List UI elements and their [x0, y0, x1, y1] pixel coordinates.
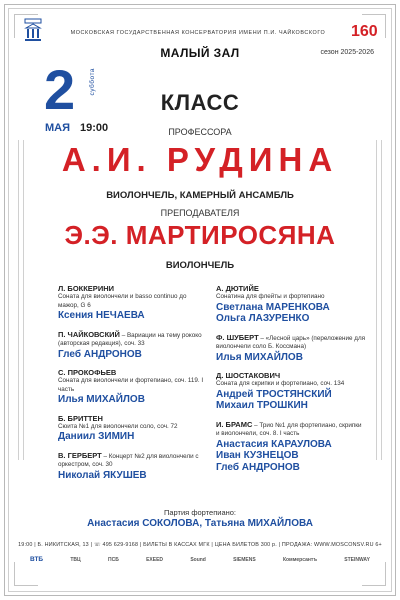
program-item	[216, 284, 366, 325]
sponsor-logo: SIEMENS	[233, 556, 256, 563]
sponsor-logo: Sound	[190, 556, 206, 563]
performer-name: Даниил ЗИМИН	[58, 431, 135, 442]
program-item	[58, 451, 208, 482]
piano-performers: Анастасия СОКОЛОВА, Татьяна МИХАЙЛОВА	[87, 518, 313, 529]
work-text: – Вариации на тему рококо (авторская редакция), соч. 33	[58, 331, 202, 347]
program-item	[216, 333, 366, 364]
corner-ornament	[362, 562, 386, 586]
performer-name: Иван КУЗНЕЦОВ	[216, 450, 299, 461]
work-text: – «Лесной царь» (переложение для виолончели соло Б. Коссмана)	[216, 334, 366, 350]
event-month: МАЯ	[45, 122, 71, 134]
performer-name: Ксения НЕЧАЕВА	[58, 310, 145, 321]
conservatory-emblem-icon	[22, 16, 44, 44]
class-heading: КЛАСС	[160, 90, 240, 115]
season-label: сезон 2025-2026	[320, 49, 374, 56]
composer-name: Б. БРИТТЕН	[58, 413, 103, 423]
teacher-name: Э.Э. МАРТИРОСЯНА	[64, 220, 336, 250]
program-item	[58, 330, 208, 361]
institution-name: МОСКОВСКАЯ ГОСУДАРСТВЕННАЯ КОНСЕРВАТОРИЯ ИМЕНИ П.И. ЧАЙКОВСКОГО	[70, 30, 326, 36]
composer-name: П. ЧАЙКОВСКИЙ	[58, 329, 120, 339]
work-text: – Трио №1 для фортепиано, скрипки и виолончели, соч. 8. I часть	[216, 421, 362, 437]
sponsor-logo: ВТБ	[30, 556, 44, 563]
program-column-left	[58, 284, 208, 489]
hall-name: МАЛЫЙ ЗАЛ	[160, 46, 240, 60]
composer-name: И. БРАМС	[216, 419, 253, 429]
work-title: Соната для виолончели и basso continuo до мажор, G 6	[58, 293, 187, 309]
sponsor-logo: STEINWAY	[344, 556, 370, 563]
sponsor-logo: EXEED	[146, 556, 164, 563]
piano-part-label: Партия фортепиано:	[163, 508, 237, 517]
program-item	[58, 368, 208, 406]
work-title	[216, 333, 366, 352]
anniversary-logo-text: 160	[351, 23, 378, 40]
work-title: Сонатина для флейты и фортепиано	[216, 293, 325, 300]
performer-name: Андрей ТРОСТЯНСКИЙ	[216, 388, 332, 400]
work-title	[58, 330, 208, 349]
performer-name: Илья МИХАЙЛОВ	[58, 394, 145, 405]
composer-name: Д. ШОСТАКОВИЧ	[216, 371, 281, 380]
composer-name: В. ГЕРБЕРТ	[58, 450, 102, 460]
work-title: Сюита №1 для виолончели соло, соч. 72	[58, 422, 178, 430]
program-item	[58, 284, 208, 322]
composer-name: Л. БОККЕРИНИ	[58, 284, 115, 293]
performer-name: Светлана МАРЕНКОВА	[216, 301, 330, 313]
work-title	[58, 451, 208, 470]
program-item	[216, 371, 366, 412]
sponsor-logo: ТВЦ	[70, 556, 81, 563]
side-ornament-left	[18, 140, 24, 460]
composer-name: С. ПРОКОФЬЕВ	[58, 368, 117, 377]
sponsor-strip	[30, 556, 370, 563]
composer-name: А. ДЮТИЙЕ	[216, 284, 259, 293]
sponsor-logo: Коммерсантъ	[282, 556, 317, 563]
footer-info: 19:00 | Б. НИКИТСКАЯ, 13 | ☏ 495 629-9168 | БИЛЕТЫ В КАССАХ МГК | ЦЕНА БИЛЕТОВ 300 р. | ПРОДАЖА: WWW.MOSCONSV.RU 6+	[18, 542, 382, 548]
event-weekday: суббота	[89, 68, 96, 96]
anniversary-logo	[350, 18, 380, 40]
performer-name: Глеб АНДРОНОВ	[58, 348, 142, 360]
role-professor: ПРОФЕССОРА	[168, 127, 232, 137]
side-ornament-right	[376, 140, 382, 460]
program-column-right	[216, 284, 366, 481]
program-item	[216, 420, 366, 474]
performer-name: Илья МИХАЙЛОВ	[216, 351, 303, 363]
work-title: Соната для виолончели и фортепиано, соч. 119. I часть	[58, 377, 204, 393]
performer-name: Глеб АНДРОНОВ	[216, 461, 300, 473]
professor-specialty: ВИОЛОНЧЕЛЬ, КАМЕРНЫЙ АНСАМБЛЬ	[106, 190, 294, 201]
performer-name: Ольга ЛАЗУРЕНКО	[216, 313, 310, 324]
performer-name: Михаил ТРОШКИН	[216, 400, 308, 411]
program-item	[58, 414, 208, 443]
role-teacher: ПРЕПОДАВАТЕЛЯ	[160, 208, 240, 218]
sponsor-logo: ПСБ	[107, 556, 119, 563]
professor-name: А.И. РУДИНА	[61, 141, 339, 178]
event-day: 2	[44, 58, 76, 121]
corner-ornament	[14, 562, 38, 586]
performer-name: Николай ЯКУШЕВ	[58, 469, 147, 481]
performer-name: Анастасия КАРАУЛОВА	[216, 438, 332, 450]
work-text: – Концерт №2 для виолончели с оркестром, соч. 30	[58, 452, 199, 468]
work-title	[216, 420, 366, 439]
work-title: Соната для скрипки и фортепиано, соч. 134	[216, 380, 345, 387]
teacher-specialty: ВИОЛОНЧЕЛЬ	[165, 260, 235, 271]
event-time: 19:00	[80, 122, 109, 134]
composer-name: Ф. ШУБЕРТ	[216, 332, 259, 342]
